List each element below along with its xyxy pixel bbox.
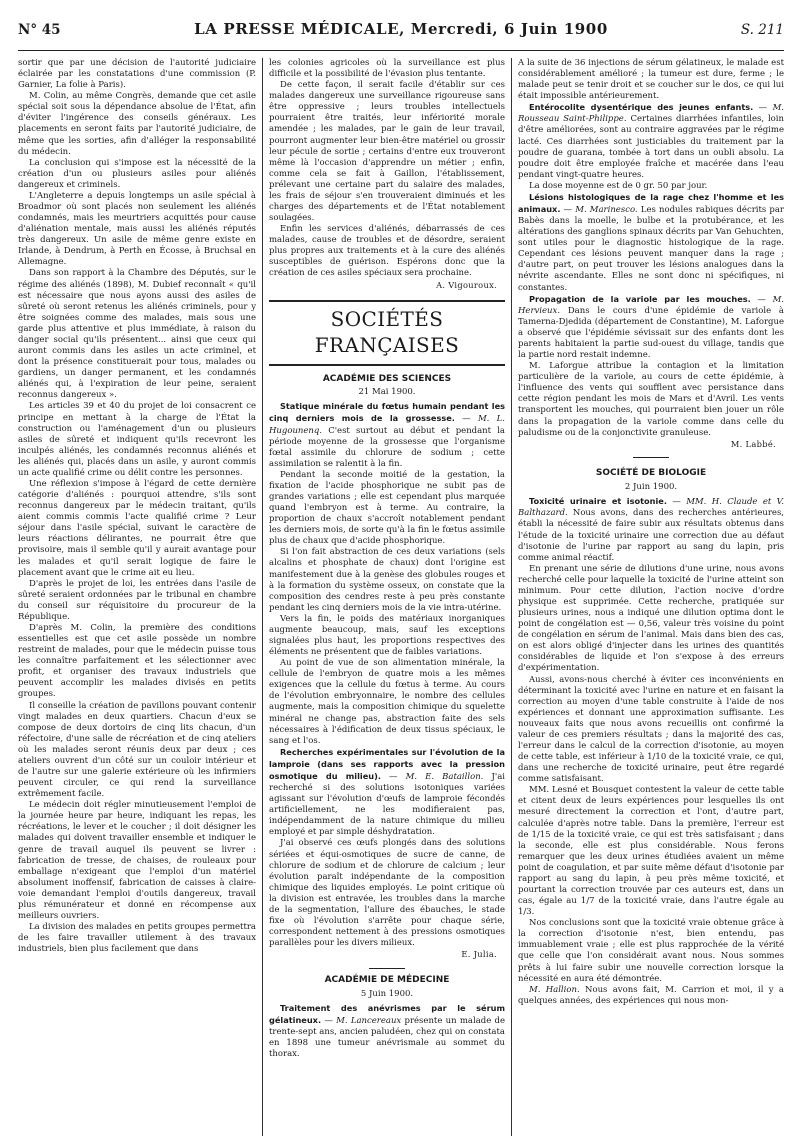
paragraph: les colonies agricoles où la surveillance est plus difficile et la possibilité de l'évasion plus tentante.	[269, 58, 505, 80]
communication-title: Recherches expérimentales sur l'évolution de la lamproie (dans ses rapports avec la pression osmotique du milieu).	[269, 746, 505, 781]
session-date: 21 Mai 1900.	[358, 387, 416, 398]
paragraph	[518, 985, 784, 1007]
communication-text: Les nodules rabiques décrits par Babès dans la moelle, le bulbe et la protubérance, et les altérations des ganglions spinaux décrits par Van Gehuchten, sont utiles pour le diagnostic histologique de la rage. Cependant ces lésions peuvent manquer dans la rage ; d'autre part, on peut trouver les lésions analogues dans la névrite ascendante. Elles ne sont donc ni spécifiques, ni constantes.	[518, 205, 784, 293]
paragraph: La conclusion qui s'impose est la nécessité de la création d'un ou plusieurs asiles pour aliénés dangereux et criminels.	[18, 157, 256, 190]
paragraph: Au point de vue de son alimentation minérale, la cellule de l'embryon de quatre mois a les mêmes exigences que la cellule du fœtus à terme. Au cours de l'évolution embryonnaire, le nombre des cellules augmente, mais la composition chimique du squelette minéral ne change pas, abstraction faite des sels nécessaires à l'édification de deux tissus spéciaux, le sang et l'os.	[269, 658, 505, 746]
paragraph: Les articles 39 et 40 du projet de loi consacrent ce principe en mettant à la charge de l'État la construction ou l'aménagement d'un ou plusieurs asiles de sûreté et indiquent qu'ils recevront les inculpés aliénés, les condamnés reconnus aliénés et les aliénés qui, placés dans un asile, y auront commis un acte qualifié crime ou délit contre les personnes.	[18, 401, 256, 478]
communication-author: M. Hervieux.	[518, 294, 784, 316]
communication-text: Nous avons, dans des recherches antérieures, établi la nécessité de faire subir aux résultats obtenus dans l'étude de la toxicité urinaire une correction due au défaut d'isotonie de l'urine par rapport au sang du lapin, pris comme animal réactif.	[518, 508, 784, 563]
journal-title: LA PRESSE MÉDICALE, Mercredi, 6 Juin 1900	[194, 20, 608, 38]
issue-number: N° 45	[18, 22, 61, 38]
paragraph: En prenant une série de dilutions d'une urine, nous avons recherché celle pour laquelle la toxicité de l'urine atteint son minimum. Pour cette dilution, l'action nocive d'ordre physique est supprimée. Cette recherche, pratiquée sur plusieurs urines, nous a indiqué une dilution optima dont le point de congélation est — 0,56, valeur très voisine du point de congélation en sérum de l'animal. Mais dans bien des cas, on est alors obligé d'injecter dans les urines des quantités considérables de liquide et l'on s'expose à des erreurs d'expérimentation.	[518, 563, 784, 674]
communication: Traitement des anévrismes par le sérum gélatineux. — M. Lancereaux présente un malade de trente-sept ans, ancien paludéen, chez qui on constata en 1898 une tumeur anévrismale au sommet du thorax.	[269, 1002, 505, 1060]
paragraph: Aussi, avons-nous cherché à éviter ces inconvénients en déterminant la toxicité avec l'urine en nature et en faisant la correction au moyen d'une table construite à l'aide de nos expériences et donnant une approximation suffisante. Les nouveaux faits que nous avons recueillis ont confirmé la valeur de ces premiers résultats ; dans la majorité des cas, l'erreur dans le calcul de la correction d'isotonie, au moyen de cette table, est inférieur à 1/10 de la toxicité vraie, ce qui, dans une recherche de toxicité urinaire, peut être regardé comme satisfaisant.	[518, 674, 784, 785]
column-1	[18, 58, 256, 1136]
author-signature: M. Labbé.	[730, 438, 776, 449]
communication-title: Lésions histologiques de la rage chez l'homme et les animaux.	[518, 191, 784, 215]
paragraph: J'ai observé ces œufs plongés dans des solutions sériées et équi-osmotiques de sucre de canne, de chlorure de sodium et de chlorure de calcium ; leur évolution paraît indépendante de la composition chimique des liquides employés. Le point critique où la division est entravée, les troubles dans la marche de la segmentation, l'allure des ébauches, le stade fixe où l'évolution s'arrête pour chaque série, correspondent nettement à des pressions osmotiques parallèles pour les divers milieux.	[269, 838, 505, 949]
society-heading: SOCIÉTÉ DE BIOLOGIE	[595, 468, 707, 479]
communication-author: M. Rousseau Saint-Philippe.	[518, 103, 784, 125]
paragraph-text: Nous avons fait, M. Carrion et moi, il y a quelques années, des expériences qui nous mon-	[518, 984, 784, 1006]
column-3	[518, 58, 784, 1136]
paragraph: Une réflexion s'impose à l'égard de cette dernière catégorie d'aliénés : pourquoi attendre, s'ils sont reconnus dangereux par le médecin traitant, qu'ils aient commis commis l'acte qualifié crime ? Leur séjour dans l'asile spécial, suivant le caractère de leurs réactions délirantes, ne pourrait être que provisoire, mais il semble qu'il y aurait avantage pour les malades et qu'il serait logique de faire le placement avant que le crime ait eu lieu.	[18, 478, 256, 578]
communication-title: Propagation de la variole par les mouches.	[529, 293, 751, 304]
paragraph: A la suite de 36 injections de sérum gélatineux, le malade est considérablement amélioré ; la tumeur est dure, ferme ; le malade peut se tenir droit et se coucher sur le dos, ce qui lui était impossible antérieurement.	[518, 58, 784, 102]
paragraph: M. Laforgue attribue la contagion et la limitation particulière de la variole, au cours de cette épidémie, à l'influence des vents qui soufflent avec persistance dans cette région pendant les mois de Mars et d'Avril. Les vents transportent les mouches, qui pourraient bien jouer un rôle dans la propagation de la variole comme dans celle du paludisme ou de la conjonctivite granuleuse.	[518, 361, 784, 438]
communication-text: C'est surtout au début et pendant la période moyenne de la grossesse que l'organisme fœtal assimile du chlorure de sodium ; cette assimilation se ralentit à la fin.	[269, 425, 505, 469]
paragraph: D'après M. Colin, la première des conditions essentielles est que cet asile possède un nombre restreint de malades, pour que le médecin puisse tous les connaître parfaitement et les sélectionner avec profit, et organiser des travaux industriels que peuvent accomplir les malades divisés en petits groupes.	[18, 622, 256, 700]
society-heading: ACADÉMIE DES SCIENCES	[322, 373, 452, 384]
paragraph: Il conseille la création de pavillons pouvant contenir vingt malades en deux quartiers. Chacun d'eux se compose de deux dortoirs de cinq lits chacun, d'un réfectoire, d'une salle de récréation et de cinq ateliers où les malades seront réunis deux par deux ; ces ateliers ouvrent d'un côté sur un couloir intérieur et de l'autre sur une galerie extérieure où les infirmiers peuvent circuler, ce qui rend la surveillance extrêmement facile.	[18, 700, 256, 800]
communication-author: M. Marinesco.	[575, 205, 638, 216]
communication-text: Dans le cours d'une épidémie de variole à Tamerna-Djedida (département de Constantine), M. Laforgue a observé que l'épidémie sévissait sur des enfants dont les parents habitaient la partie sud-ouest du village, tandis que la partie nord restait indemne.	[518, 305, 784, 361]
paragraph: Enfin les services d'aliénés, débarrassés de ces malades, cause de troubles et de désordre, seraient plus propres aux traitements et à la cure des aliénés susceptibles de guérison. Espérons donc que la création de ces asiles spéciaux sera prochaine.	[269, 224, 505, 279]
communication: Entérocolite dysentérique des jeunes enfants. — M. Rousseau Saint-Philippe. Certaines diarrhées infantiles, loin d'être améliorées, sont au contraire aggravées par le régime lacté. Ces diarrhées sont justiciables du traitement par la poudre de guarana, tombée à tort dans un oubli absolu. La poudre doit être employée fraîche et macérée dans l'eau pendant vingt-quatre heures.	[518, 102, 784, 180]
communication-author: MM. H. Claude et V. Balthazard.	[518, 497, 784, 519]
paragraph: M. Colin, au même Congrès, demande que cet asile spécial soit sous la dépendance absolue de l'État, afin d'éviter l'ingérence des conseils généraux. Les placements en seront faits par l'autorité judiciaire, de même que les sorties, afin d'alléger la responsabilité du médecin.	[18, 91, 256, 157]
section-banner	[269, 300, 505, 365]
communication-author: M. Lancereaux	[336, 1015, 402, 1026]
paragraph: Vers la fin, le poids des matériaux inorganiques augmente beaucoup, mais, sauf les exceptions signalées plus haut, les proportions respectives des éléments ne présentent que de faibles variations.	[269, 613, 505, 658]
page-number: S. 211	[740, 22, 784, 38]
paragraph: Pendant la seconde moitié de la gestation, la fixation de l'acide phosphorique ne subit pas de grandes variations ; elle est cependant plus marquée quand l'embryon est à terme. Au contraire, la proportion de chaux s'accroît notablement pendant les derniers mois, de sorte qu'à la fin le fœtus assimile plus de chaux que d'acide phosphorique.	[269, 469, 505, 547]
paragraph: sortir que par une décision de l'autorité judiciaire éclairée par les constatations d'une commission (P. Garnier, La folie à Paris).	[18, 58, 256, 91]
author-signature: E. Julia.	[461, 949, 497, 960]
paragraph: L'Angleterre a depuis longtemps un asile spécial à Broadmor où sont placés non seulement les aliénés condamnés, mais les meurtriers acquittés pour cause d'aliénation mentale, mais aussi les aliénés réputés très dangereux. Un asile de même genre existe en Irlande, à Dendrum, à Perth en Écosse, à Bruchsal en Allemagne.	[18, 190, 256, 268]
society-heading: ACADÉMIE DE MÉDECINE	[324, 975, 450, 986]
paragraph: Le médecin doit régler minutieusement l'emploi de la journée heure par heure, indiquant les repas, les récréations, le lever et le coucher ; il doit désigner les malades qui doivent travailler ensemble et indiquer le genre de travail auquel ils peuvent se livrer : fabrication de tresse, de chaises, de rouleaux pour emballage n'exigeant que l'emploi d'un matériel absolument inoffensif, fabrication de caisses à claire-voie demandant l'emploi d'outils dangereux, travail plus rémunérateur et donné en récompense aux meilleurs ouvriers.	[18, 800, 256, 922]
column-2	[269, 58, 505, 1136]
communication-author: M. Hallion.	[529, 984, 580, 995]
communication: Propagation de la variole par les mouches. — M. Hervieux. Dans le cours d'une épidémie de variole à Tamerna-Djedida (département de Constantine), M. Laforgue a observé que l'épidémie sévissait sur des enfants dont les parents habitaient la partie sud-ouest du village, tandis que la partie nord restait indemne.	[518, 293, 784, 361]
paragraph: De cette façon, il serait facile d'établir sur ces malades dangereux une surveillance rigoureuse sans être oppressive ; leurs troubles intellectuels pourraient être traités, leur infériorité morale amendée ; les malades, par le gain de leur travail, pourront augmenter leur bien-être matériel ou grossir leur pécule de sortie ; certains d'entre eux trouveront même là l'occasion d'apprendre un métier ; enfin, comme cela se fait à Gaillon, l'établissement, prélevant une certaine part du salaire des malades, les frais de séjour s'en trouveraient diminués et les charges des départements et de l'État notablement soulagées.	[269, 80, 505, 224]
communication-text: présente un malade de trente-sept ans, ancien paludéen, chez qui on constata en 1898 une tumeur anévrismale au sommet du thorax.	[269, 1015, 505, 1060]
paragraph: Nos conclusions sont que la toxicité vraie obtenue grâce à la correction d'isotonie n'est, bien entendu, pas immuablement vraie ; elle est plus rapprochée de la vérité que celle que l'on considérait avant nous. Nous sommes prêts à lui faire subir une nouvelle correction lorsque la nécessité en aura été démontrée.	[518, 918, 784, 984]
communication-title: Toxicité urinaire et isotonie.	[529, 496, 667, 507]
communication: Recherches expérimentales sur l'évolution de la lamproie (dans ses rapports avec la pression osmotique du milieu). — M. E. Bataillon. J'ai recherché si des solutions isotoniques variées agissant sur l'évolution d'œufs de lamproie fécondés artificiellement, ne les modifieraient pas, indépendamment de la nature chimique du milieu employé et par simple déshydratation.	[269, 746, 505, 838]
paragraph: D'après le projet de loi, les entrées dans l'asile de sûreté seraient ordonnées par le tribunal en chambre du conseil sur réquisitoire du procureur de la République.	[18, 578, 256, 622]
communication-text: J'ai recherché si des solutions isotoniques variées agissant sur l'évolution d'œufs de lamproie fécondés artificiellement, ne les modifieraient pas, indépendamment de la nature chimique du milieu employé et par simple déshydratation.	[269, 771, 505, 838]
page-header	[18, 10, 784, 44]
column-divider	[511, 58, 512, 1136]
communication-title: Statique minérale du fœtus humain pendant les cinq derniers mois de la grossesse.	[269, 401, 505, 424]
paragraph: Dans son rapport à la Chambre des Députés, sur le régime des aliénés (1898), M. Dubief reconnaît « qu'il est nécessaire que nous ayons aussi des asiles de sûreté où seront retenus les aliénés criminels, pour y être soignées comme des malades, mais sous une garde plus attentive et plus immédiate, à raison du danger social qu'ils présentent... ainsi que ceux qui auront commis dans les asiles un acte criminel, et dont la présence constituerait pour tous, malades ou gardiens, un danger permanent, et les condamnés aliénés qui, à l'expiration de leur peine, seraient reconnus dangereux ».	[18, 268, 256, 401]
communication-author: M. E. Bataillon.	[405, 771, 484, 782]
session-date: 2 Juin 1900.	[624, 482, 678, 493]
paragraph: La division des malades en petits groupes permettra de les faire travailler utilement à des travaux industriels, bien plus facilement que dans	[18, 922, 256, 955]
column-divider	[262, 58, 263, 1136]
paragraph: MM. Lesné et Bousquet contestent la valeur de cette table et citent deux de leurs expériences pour lesquelles ils ont mesuré directement la correction et l'ont, d'autre part, calculée d'après notre table. Dans la première, l'erreur est de 1/15 de la toxicité vraie, ce qui est très satisfaisant ; dans la seconde, elle est plus considérable. Nous ferons remarquer que les deux urines étudiées avaient un même point de coagulation, et par suite même défaut d'isotonie par rapport au sang du lapin, à peu près même toxicité, et pourtant la correction trouvée par ces auteurs est, dans un cas, égale au 1/7 de la toxicité vraie, dans l'autre égale au 1/3.	[518, 785, 784, 918]
section-banner-title: SOCIÉTÉS FRANÇAISES	[314, 307, 460, 358]
communication: Statique minérale du fœtus humain pendant les cinq derniers mois de la grossesse. — M. L. Hugounenq. C'est surtout au début et pendant la période moyenne de la grossesse que l'organisme fœtal assimile du chlorure de sodium ; cette assimilation se ralentit à la fin.	[269, 401, 505, 469]
author-signature: A. Vigouroux.	[436, 279, 497, 290]
paragraph: La dose moyenne est de 0 gr. 50 par jour.	[529, 180, 708, 191]
communication: Toxicité urinaire et isotonie. — MM. H. Claude et V. Balthazard. Nous avons, dans des recherches antérieures, établi la nécessité de faire subir aux résultats obtenus dans l'étude de la toxicité urinaire une correction due au défaut d'isotonie de l'urine par rapport au sang du lapin, pris comme animal réactif.	[518, 496, 784, 563]
communication-title: Traitement des anévrismes par le sérum gélatineux.	[269, 1002, 505, 1025]
section-divider	[369, 968, 405, 969]
paragraph: Si l'on fait abstraction de ces deux variations (sels alcalins et phosphate de chaux) dont l'origine est manifestement due à la genèse des globules rouges et à la formation du système osseux, on constate que la composition des cendres reste à peu près constante pendant les cinq derniers mois de la vie intra-utérine.	[269, 547, 505, 613]
header-rule	[18, 50, 784, 51]
communication-author: M. L. Hugounenq.	[269, 414, 505, 436]
communication: Lésions histologiques de la rage chez l'homme et les animaux. — M. Marinesco. Les nodules rabiques décrits par Babès dans la moelle, le bulbe et la protubérance, et les altérations des ganglions spinaux décrits par Van Gehuchten, sont utiles pour le diagnostic histologique de la rage. Cependant ces lésions peuvent manquer dans la rage ; d'autre part, on peut trouver les lésions analogues dans la névrite ascendante. Elles ne sont donc ni spécifiques, ni constantes.	[518, 191, 784, 293]
section-divider	[633, 457, 669, 458]
communication-title: Entérocolite dysentérique des jeunes enfants.	[529, 102, 754, 113]
communication-text: Certaines diarrhées infantiles, loin d'être améliorées, sont au contraire aggravées par le régime lacté. Ces diarrhées sont justiciables du traitement par la poudre de guarana, tombée à tort dans un oubli absolu. La poudre doit être employée fraîche et macérée dans l'eau pendant vingt-quatre heures.	[518, 114, 784, 180]
session-date: 5 Juin 1900.	[360, 988, 414, 999]
